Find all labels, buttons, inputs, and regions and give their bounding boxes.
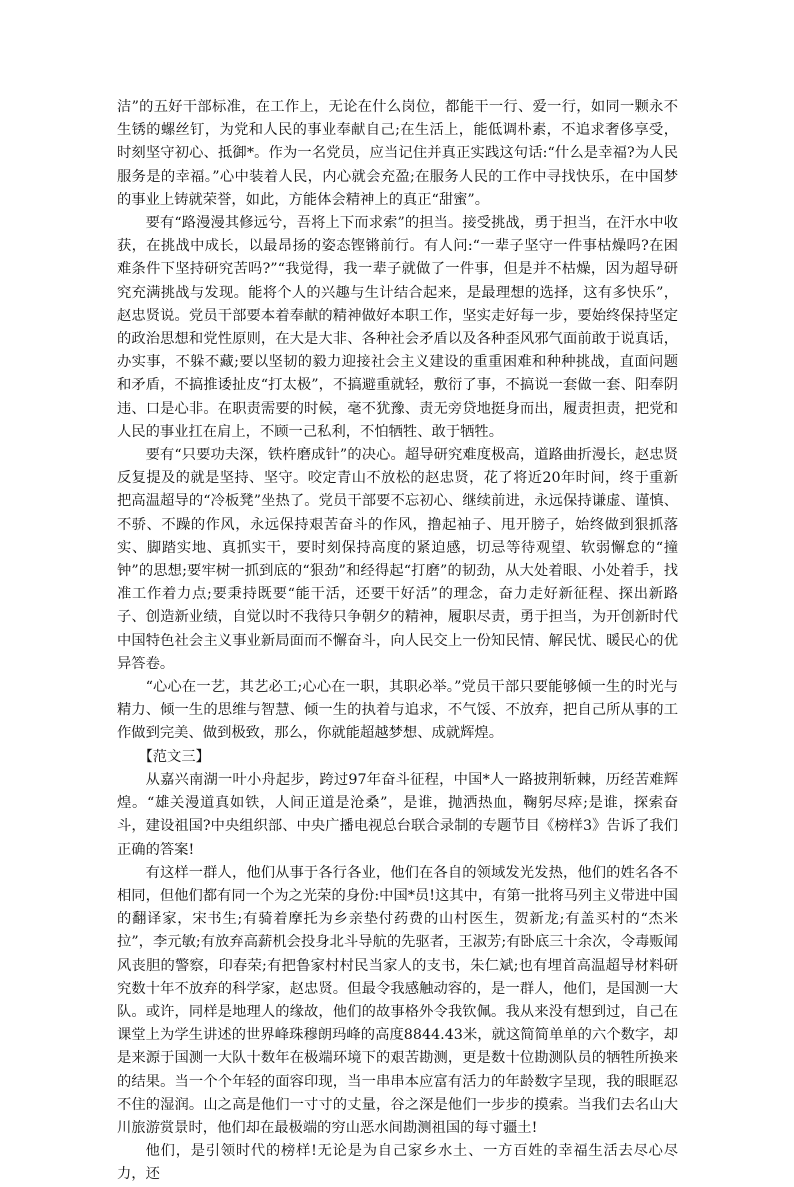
paragraph: 要有“只要功夫深，铁杵磨成针”的决心。超导研究难度极高，道路曲折漫长，赵忠贤反复提及的就是坚持、坚守。咬定青山不放松的赵忠贤，花了将近20年时间，终于重新把高温超导的“冷板凳”坐热了。党员干部要不忘初心、继续前进，永远保持谦虚、谨慎、不骄、不躁的作风，永远保持艰苦奋斗的作风，撸起袖子、甩开膀子，始终做到狠抓落实、脚踏实地、真抓实干，要时刻保持高度的紧迫感，切忌等待观望、软弱懈怠的“撞钟”的思想;要牢树一抓到底的“狠劲”和经得起“打磨”的韧劲，从大处着眼、小处着手，找准工作着力点;要秉持既要“能干活，还要干好活”的理念，奋力走好新征程、探出新路子、创造新业绩，自觉以时不我待只争朝夕的精神，履职尽责，勇于担当，为开创新时代中国特色社会主义事业新局面而不懈奋斗，向人民交上一份知民情、解民忧、暖民心的优异答卷。: [117, 447, 678, 672]
paragraph: “心心在一艺，其艺必工;心心在一职，其职必举。”党员干部只要能够倾一生的时光与精力、倾一生的思维与智慧、倾一生的执着与追求，不气馁、不放弃，把自己所从事的工作做到完美、做到极致，那么，你就能超越梦想、成就辉煌。: [117, 679, 678, 742]
paragraph: 他们，是引领时代的榜样!无论是为自己家乡水土、一方百姓的幸福生活去尽心尽力，还: [117, 1143, 678, 1183]
paragraph: 有这样一群人，他们从事于各行各业，他们在各自的领域发光发热，他们的姓名各不相同，但他们都有同一个为之光荣的身份:中国*员!这其中，有第一批将马列主义带进中国的翻译家，宋书生;有骑着摩托为乡亲垫付药费的山村医生，贺新龙;有盖买村的“杰米拉”，李元敏;有放弃高薪机会投身北斗导航的先驱者，王淑芳;有卧底三十余次，令毒贩闻风丧胆的警察，印春荣;有把鲁家村村民当家人的支书，朱仁斌;也有埋首高温超导材料研究数十年不放弃的科学家，赵忠贤。但最令我感触动容的，是一群人，他们，是国测一大队。或许，同样是地理人的缘故，他们的故事格外令我钦佩。我从来没有想到过，自己在课堂上为学生讲述的世界峰珠穆朗玛峰的高度8844.43米，就这简简单单的六个数字，却是来源于国测一大队十数年在极端环境下的艰苦勘测，更是数十位勘测队员的牺牲所换来的结果。当一个个年轻的面容印现，当一串串本应富有活力的年龄数字呈现，我的眼眶忍不住的湿润。山之高是他们一寸寸的丈量，谷之深是他们一步步的摸索。当我们去名山大川旅游赏景时，他们却在最极端的穷山恶水间勘测祖国的每寸疆土!: [117, 864, 678, 1136]
document-page: [117, 96, 678, 1187]
paragraph: 要有“路漫漫其修远兮，吾将上下而求索”的担当。接受挑战，勇于担当，在汗水中收获，在挑战中成长，以最昂扬的姿态铿锵前行。有人问:“一辈子坚守一件事枯燥吗?在困难条件下坚持研究苦吗?”“我觉得，我一辈子就做了一件事，但是并不枯燥，因为超导研究充满挑战与发现。能将个人的兴趣与生计结合起来，是最理想的选择，这有多快乐”，赵忠贤说。党员干部要本着奉献的精神做好本职工作，坚实走好每一步，要始终保持坚定的政治思想和党性原则，在大是大非、各种社会矛盾以及各种歪风邪气面前敢于说真话，办实事，不躲不藏;要以坚韧的毅力迎接社会主义建设的重重困难和种种挑战，直面问题和矛盾，不搞推诿扯皮“打太极”，不搞避重就轻，敷衍了事，不搞说一套做一套、阳奉阴违、口是心非。在职责需要的时候，毫不犹豫、责无旁贷地挺身而出，履责担责，把党和人民的事业扛在肩上，不顾一己私利，不怕牺牲、敢于牺牲。: [117, 215, 678, 440]
paragraph: 从嘉兴南湖一叶小舟起步，跨过97年奋斗征程，中国*人一路披荆斩棘，历经苦难辉煌。“雄关漫道真如铁，人间正道是沧桑”，是谁，抛洒热血，鞠躬尽瘁;是谁，探索奋斗，建设祖国?中央组织部、中央广播电视总台联合录制的专题节目《榜样3》告诉了我们正确的答案!: [117, 771, 678, 858]
section-heading: 【范文三】: [138, 748, 210, 765]
paragraph: 洁”的五好干部标准，在工作上，无论在什么岗位，都能干一行、爱一行，如同一颗永不生锈的螺丝钉，为党和人民的事业奉献自己;在生活上，能低调朴素，不追求奢侈享受，时刻坚守初心、抵御*。作为一名党员，应当记住并真正实践这句话:“什么是幸福?为人民服务是的幸福。”心中装着人民，内心就会充盈;在服务人民的工作中寻找快乐，在中国梦的事业上铸就荣誉，如此，方能体会精神上的真正“甜蜜”。: [117, 99, 678, 208]
